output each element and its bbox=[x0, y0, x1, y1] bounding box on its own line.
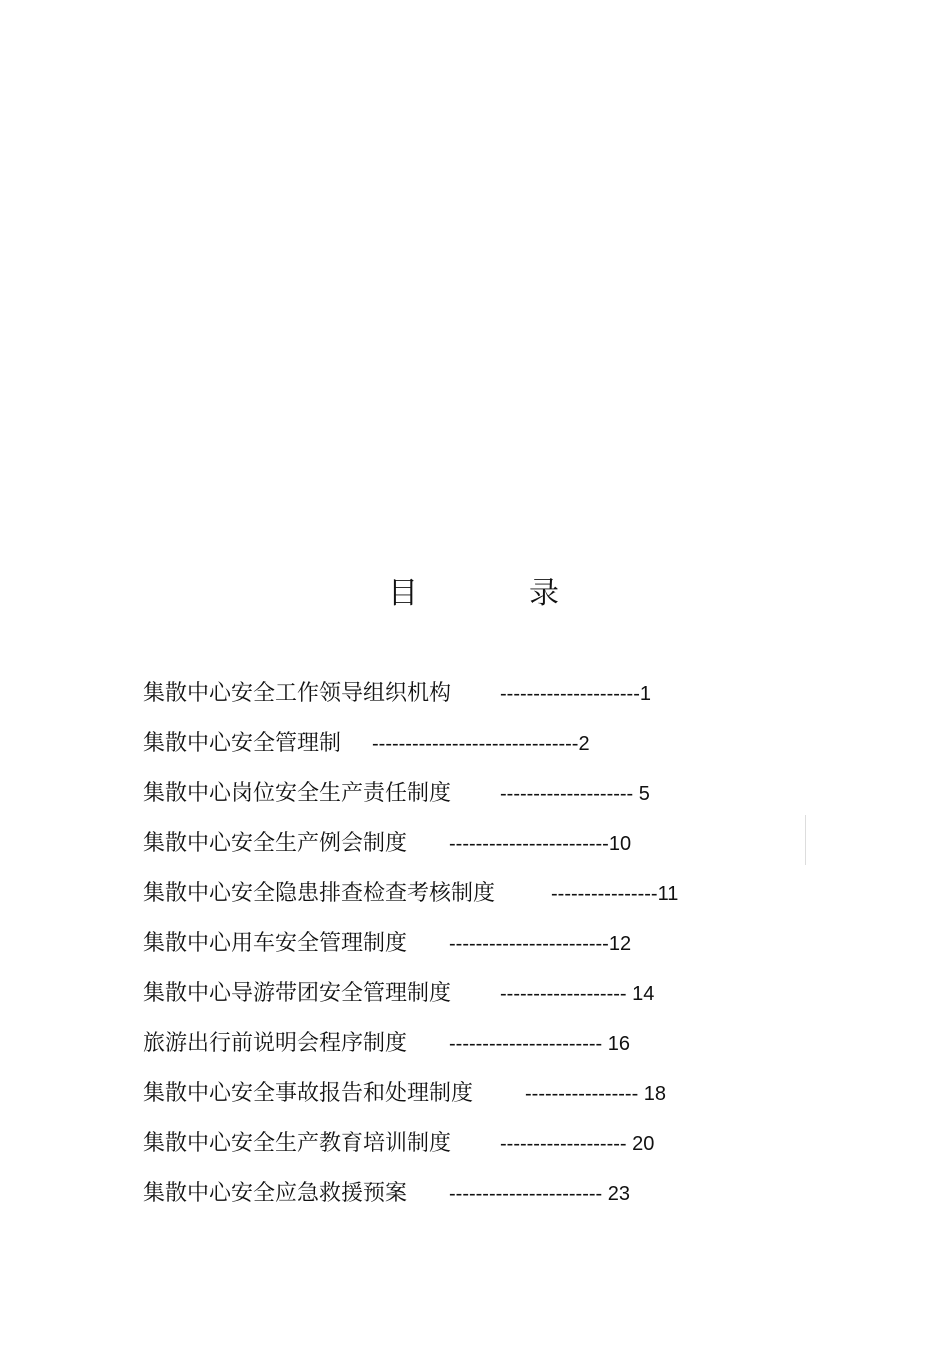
toc-entry-page: ----------------------- 16 bbox=[449, 1033, 630, 1055]
toc-entry-label: 旅游出行前说明会程序制度 bbox=[143, 1031, 408, 1056]
toc-entry[interactable] bbox=[143, 874, 843, 924]
toc-title bbox=[0, 574, 950, 614]
toc-entry-page: ------------------- 20 bbox=[500, 1133, 655, 1155]
toc-entry-label: 集散中心岗位安全生产责任制度 bbox=[143, 781, 452, 806]
toc-entry-label: 集散中心用车安全管理制度 bbox=[143, 931, 408, 956]
toc-entry[interactable] bbox=[143, 674, 843, 724]
scan-artifact-line bbox=[805, 815, 806, 865]
toc-title-char-2: 录 bbox=[529, 576, 559, 611]
toc-entry[interactable] bbox=[143, 1074, 843, 1124]
toc-entry-label: 集散中心安全管理制 bbox=[143, 731, 342, 756]
toc-entry[interactable] bbox=[143, 724, 843, 774]
toc-entry-page: -------------------------------2 bbox=[372, 733, 590, 755]
toc-entry[interactable] bbox=[143, 1124, 843, 1174]
toc-entry-page: -------------------- 5 bbox=[500, 783, 650, 805]
toc-entry-label: 集散中心安全隐患排查检查考核制度 bbox=[143, 881, 496, 906]
toc-entry-label: 集散中心导游带团安全管理制度 bbox=[143, 981, 452, 1006]
toc-entry-page: ---------------------1 bbox=[500, 683, 651, 705]
toc-entry[interactable] bbox=[143, 1174, 843, 1224]
toc-entry-label: 集散中心安全应急救援预案 bbox=[143, 1181, 408, 1206]
toc-entry-page: ------------------------12 bbox=[449, 933, 632, 955]
toc-entry[interactable] bbox=[143, 974, 843, 1024]
toc-entry-page: ------------------- 14 bbox=[500, 983, 655, 1005]
toc-entry-page: ----------------------- 23 bbox=[449, 1183, 630, 1205]
toc-entry-label: 集散中心安全事故报告和处理制度 bbox=[143, 1081, 474, 1106]
toc-entry[interactable] bbox=[143, 1024, 843, 1074]
toc-entry-page: ----------------- 18 bbox=[525, 1083, 667, 1105]
toc-entry[interactable] bbox=[143, 774, 843, 824]
toc-entry-label: 集散中心安全生产例会制度 bbox=[143, 831, 408, 856]
toc-entry-page: ----------------11 bbox=[551, 883, 679, 905]
toc-entry-label: 集散中心安全工作领导组织机构 bbox=[143, 681, 452, 706]
toc-entry[interactable] bbox=[143, 824, 843, 874]
toc-entry-label: 集散中心安全生产教育培训制度 bbox=[143, 1131, 452, 1156]
toc-entry[interactable] bbox=[143, 924, 843, 974]
toc-title-char-1: 目 bbox=[388, 576, 418, 611]
table-of-contents bbox=[143, 674, 843, 1224]
toc-entry-page: ------------------------10 bbox=[449, 833, 632, 855]
